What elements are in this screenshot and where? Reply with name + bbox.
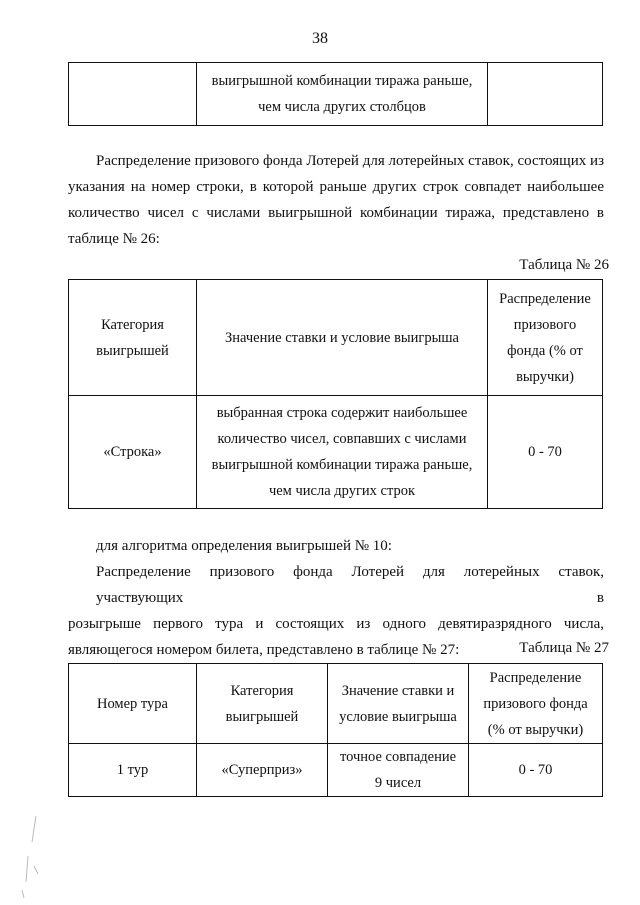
paragraph-line: розыгрыше первого тура и состоящих из одного девятиразрядного числа, xyxy=(68,616,604,632)
top-table-line: чем числа других столбцов xyxy=(258,99,426,115)
table-26-cell-distribution: 0 - 70 xyxy=(488,396,603,509)
table-27 xyxy=(68,663,603,797)
paragraph-line: Распределение призового фонда Лотерей для лотерейных ставок, состоящих из xyxy=(96,153,604,169)
cell-text: выигрышной комбинации тиража раньше, xyxy=(211,457,473,473)
header-text: призового xyxy=(513,316,577,333)
table-row xyxy=(69,396,603,509)
header-text: выигрышей xyxy=(96,342,169,359)
paragraph-line: указания на номер строки, в которой раньше других строк совпадет наибольшее xyxy=(68,179,604,195)
table-26-header-condition: Значение ставки и условие выигрыша xyxy=(197,280,488,396)
top-table-text-cell xyxy=(197,63,488,126)
top-table-empty-cell-right xyxy=(488,63,603,126)
page-number: 38 xyxy=(312,30,328,47)
table-27-header-category xyxy=(197,664,328,744)
table-27-header-round: Номер тура xyxy=(69,664,197,744)
table-26-cell-condition xyxy=(197,396,488,509)
paragraph-line: количество чисел с числами выигрышной комбинации тиража, представлено в xyxy=(68,205,604,221)
header-text: (% от выручки) xyxy=(487,721,584,738)
paragraph-line: Распределение призового фонда Лотерей для лотерейных ставок, участвующих в xyxy=(96,564,604,606)
cell-text: чем числа других строк xyxy=(268,483,416,499)
paragraph-line: таблице № 26: xyxy=(68,231,160,247)
table-27-header-condition xyxy=(328,664,469,744)
table-27-cell-distribution: 0 - 70 xyxy=(469,744,603,797)
table-row xyxy=(69,744,603,797)
table-27-cell-category: «Суперприз» xyxy=(197,744,328,797)
header-text: Значение ставки и xyxy=(341,682,455,699)
cell-text: 9 чисел xyxy=(374,775,422,791)
table-26-header-distribution xyxy=(488,280,603,396)
top-continuation-table xyxy=(68,62,603,126)
table-27-header-distribution xyxy=(469,664,603,744)
cell-text: выбранная строка содержит наибольшее xyxy=(216,405,468,421)
paragraph-line: являющегося номером билета, представлено в таблице № 27: xyxy=(68,642,460,658)
header-text: Категория xyxy=(101,316,164,333)
header-text: выигрышей xyxy=(225,708,299,725)
table-27-cell-condition xyxy=(328,744,469,797)
table-27-caption: Таблица № 27 xyxy=(519,640,609,656)
header-text: призового фонда xyxy=(483,695,588,712)
header-text: фонда (% от xyxy=(507,342,583,359)
top-table-line: выигрышной комбинации тиража раньше, xyxy=(211,73,473,89)
header-text: условие выигрыша xyxy=(339,708,457,725)
table-27-cell-round: 1 тур xyxy=(69,744,197,797)
header-text: Категория xyxy=(230,682,294,699)
table-26-cell-category: «Строка» xyxy=(69,396,197,509)
algorithm-line: для алгоритма определения выигрышей № 10: xyxy=(96,538,392,554)
cell-text: количество чисел, совпавших с числами xyxy=(217,431,467,447)
header-text: Распределение xyxy=(489,669,582,686)
top-table-empty-cell-left xyxy=(69,63,197,126)
table-26-header-category xyxy=(69,280,197,396)
table-26 xyxy=(68,279,603,509)
header-text: выручки) xyxy=(516,368,574,385)
header-text: Распределение xyxy=(499,290,591,307)
paragraph-1 xyxy=(68,148,604,252)
scan-artifact-marks xyxy=(14,812,54,902)
table-26-caption: Таблица № 26 xyxy=(519,257,609,273)
cell-text: точное совпадение xyxy=(339,749,457,765)
